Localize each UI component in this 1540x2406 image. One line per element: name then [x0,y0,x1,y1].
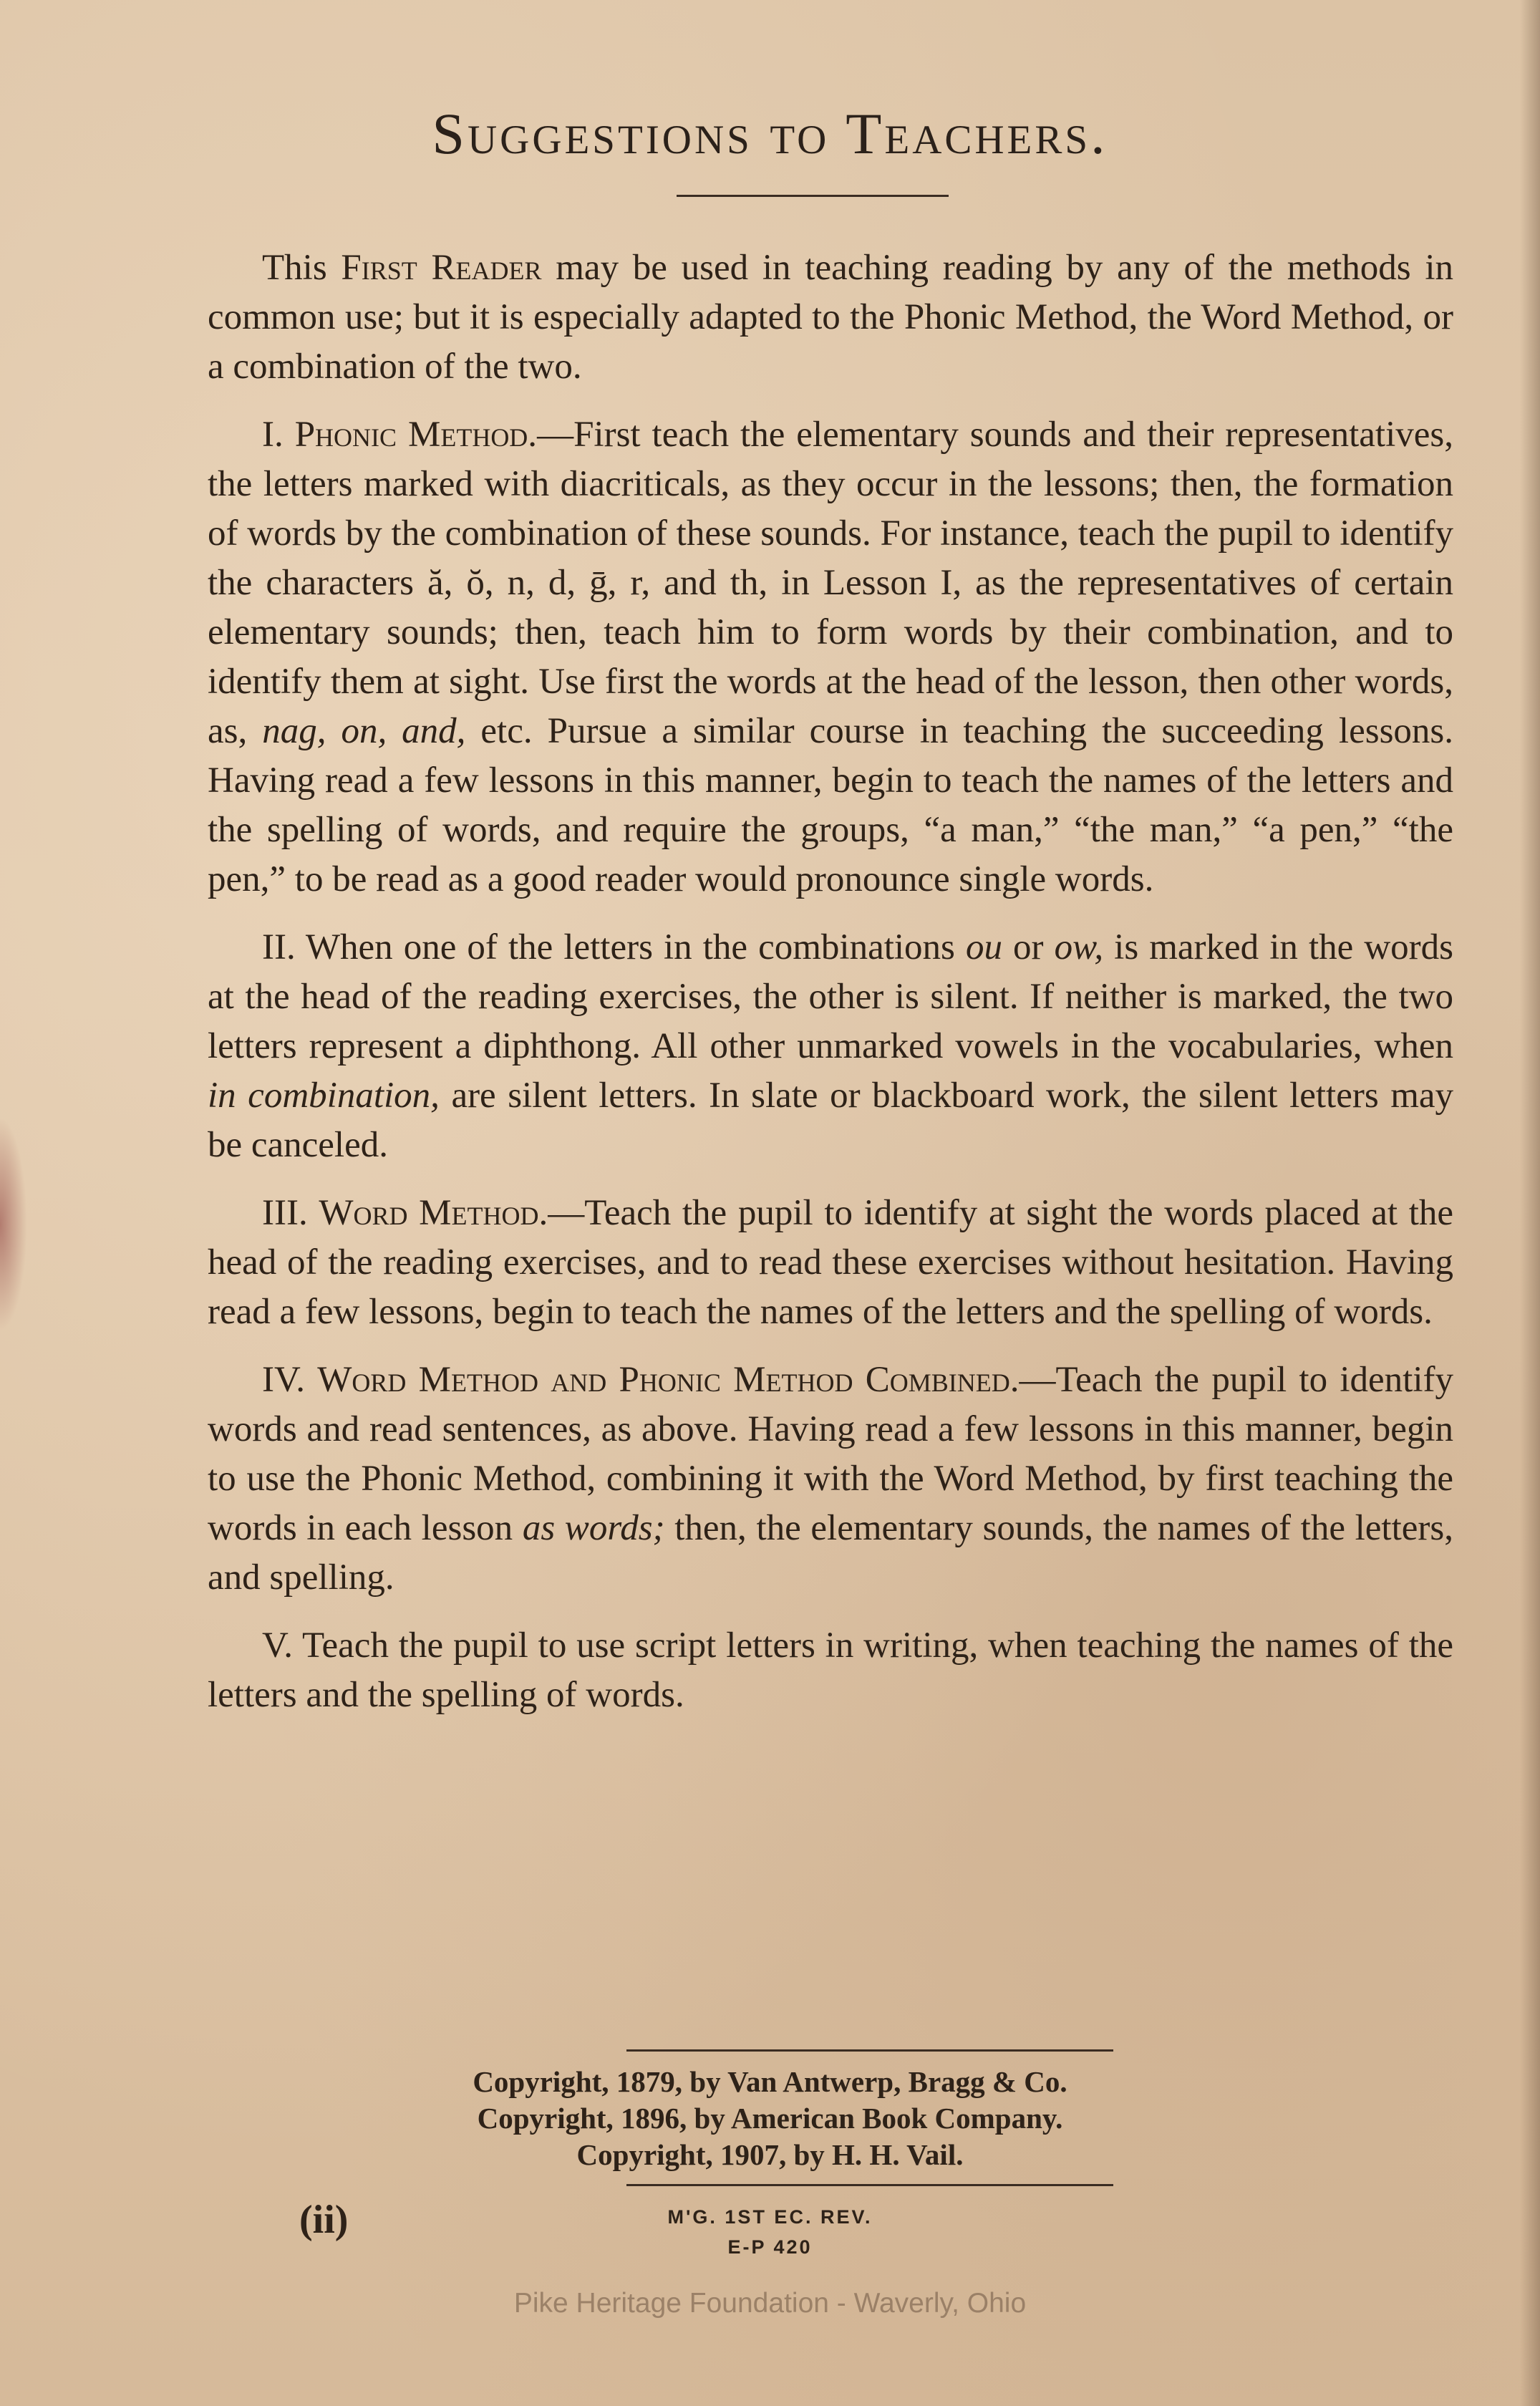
p2-text-4: are silent letters. In slate or blackboard work, the silent letters may be canceled. [208,1076,1453,1165]
paragraph-script-letters [208,1621,1453,1720]
printer-mark-line: E-P 420 [727,2236,813,2258]
p3-number: III. [262,1193,319,1233]
p3-heading: Word Method. [319,1193,548,1233]
copyright-top-rule [626,2049,1113,2052]
page-edge-stain [0,1117,27,1332]
copyright-line: Copyright, 1879, by Van Antwerp, Bragg & Co. [473,2065,1067,2098]
copyright-line: Copyright, 1907, by H. H. Vail. [576,2138,964,2171]
copyright-bottom-rule [626,2184,1113,2186]
intro-pre: This [262,248,342,288]
page-edge-shadow [1520,0,1540,2406]
p2-text-1: II. When one of the letters in the combinations [262,927,966,967]
p2-italic-3: in combination, [208,1076,440,1116]
p4-heading: Word Method and Phonic Method Combined. [317,1360,1020,1400]
title-divider [677,195,949,197]
p1-text-2: etc. Pursue a similar course in teaching the succeeding lessons. Having read a few lessons in this manner, begin to teach the names of the letters and the spelling of words, and require the groups, “a man,” “the man,” “a pen,” “the pen,” to be read as a good reader would pronounce single words. [208,711,1454,899]
p2-text-3: is marked in the words at the head of the reading exercises, the other is silent. If neither is marked, the two letters represent a diphthong. All other unmarked vowels in the vocabularies, when [208,927,1454,1066]
p4-number: IV. [262,1360,318,1400]
printer-mark [0,2202,1540,2262]
paragraph-word-method [208,1189,1453,1337]
paragraph-combined-method [208,1356,1453,1603]
p4-italic: as words; [522,1508,665,1548]
p2-italic-1: ou [965,927,1002,967]
paragraph-intro [208,243,1453,392]
p1-text-1: —First teach the elementary sounds and their representatives, the letters marked with diacriticals, as they occur in the lessons; then, the formation of words by the combination of these sounds. For instance, teach the pupil to identify the characters ă, ŏ, n, d, ḡ, r, and th, in Lesson I, as the representatives of certain elementary sounds; then, teach him to form words by their combination, and to identify them at sight. Use first the words at the head of the lesson, then other words, as, [208,415,1454,751]
watermark: Pike Heritage Foundation - Waverly, Ohio [513,2288,1027,2319]
p2-italic-2: ow, [1054,927,1104,967]
p3-text: —Teach the pupil to identify at sight the words placed at the head of the reading exercises, and to read these exercises without hesitation. Having read a few lessons, begin to teach the names of the letters and the spelling of words. [208,1193,1454,1332]
p1-heading: Phonic Method. [294,415,538,455]
printer-mark-line: M'G. 1ST EC. REV. [667,2206,873,2228]
copyright-line: Copyright, 1896, by American Book Company. [477,2102,1063,2135]
page-title: Suggestions to Teachers. [432,101,1108,166]
p5-text: V. Teach the pupil to use script letters in writing, when teaching the names of the letters and the spelling of words. [208,1625,1453,1715]
paragraph-silent-letters [208,923,1453,1170]
p1-italic: nag, on, and, [262,711,466,751]
page-number: (ii) [299,2198,349,2242]
intro-text: may be used in teaching reading by any of the methods in common use; but it is especially adapted to the Phonic Method, the Word Method, or a combination of the two. [208,248,1454,387]
copyright-block [0,2064,1540,2173]
p2-text-2: or [1002,927,1055,967]
paragraph-phonic-method [208,410,1453,904]
body-text [208,243,1453,1739]
p1-number: I. [262,415,295,455]
p4-text-1: —Teach the pupil to identify words and read sentences, as above. Having read a few lessons in this manner, begin to use the Phonic Method, combining it with the Word Method, by first teaching the words in each lesson [208,1360,1453,1548]
p4-text-2: then, the elementary sounds, the names of the letters, and spelling. [208,1508,1453,1598]
intro-book-name: First Reader [341,248,542,288]
